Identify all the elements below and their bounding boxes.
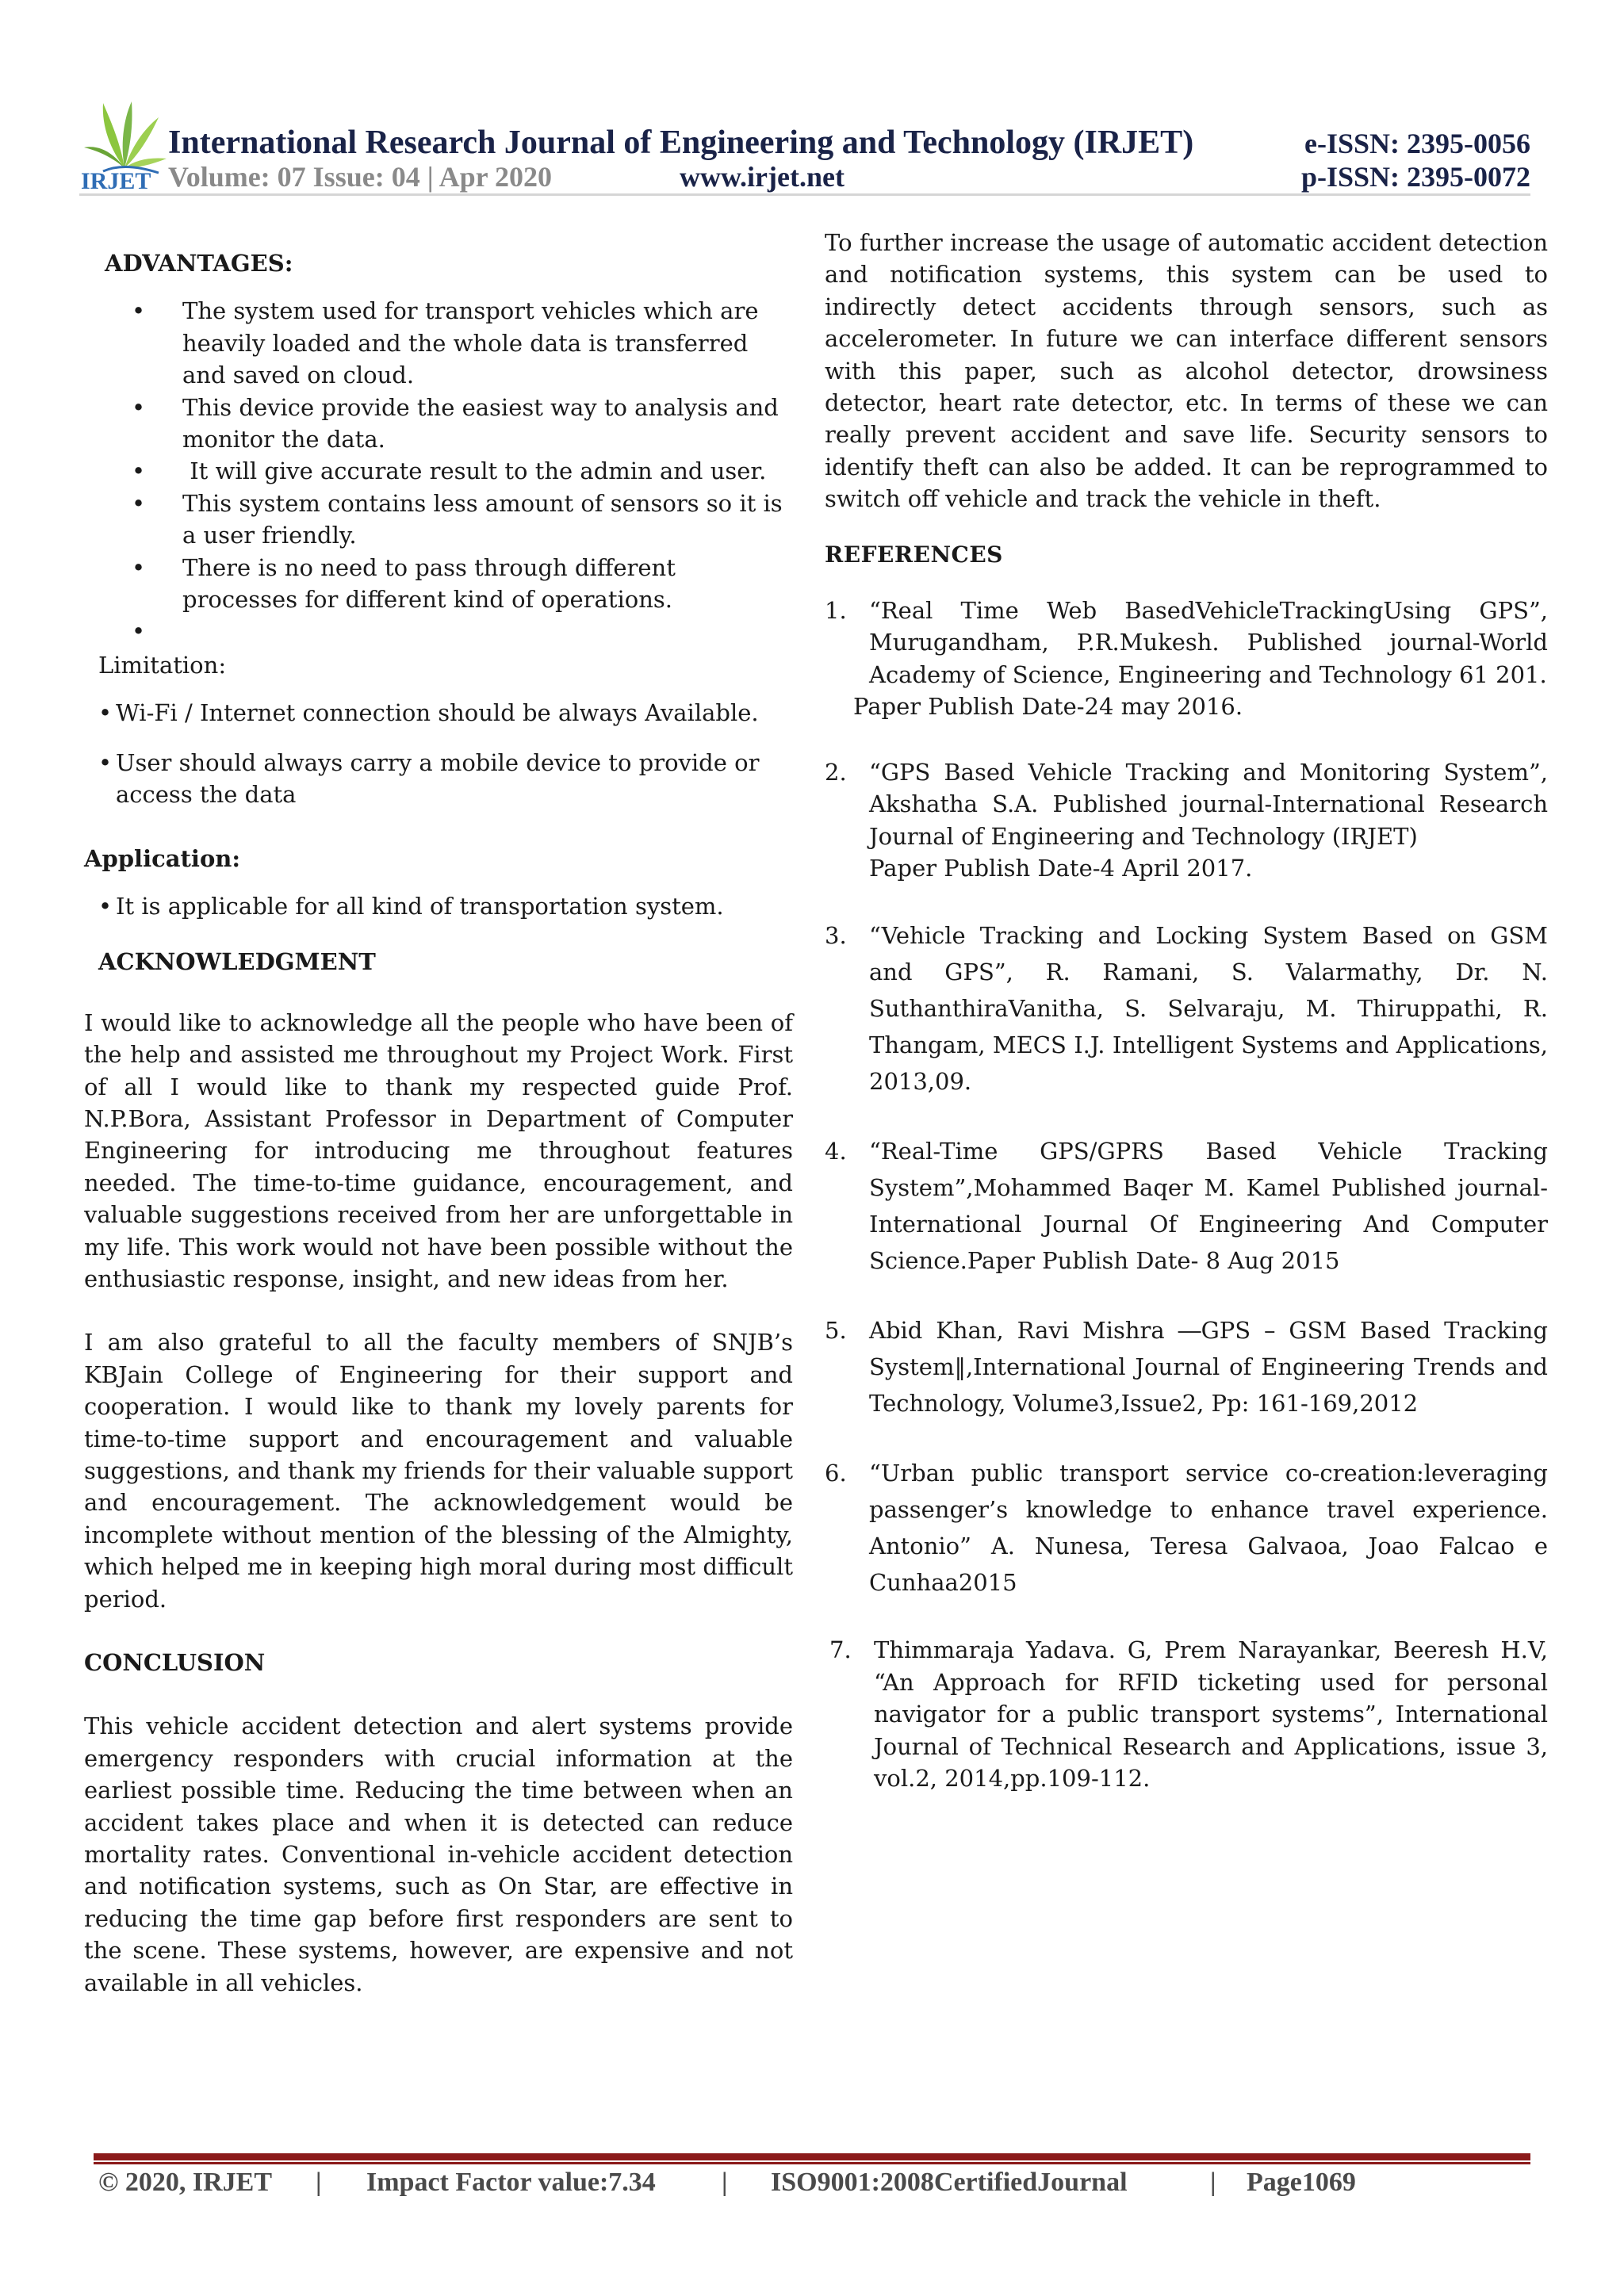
list-item: • The system used for transport vehicles which are heavily loaded and the whole data is transferred and saved on cloud.: [132, 297, 759, 389]
application-item: • It is applicable for all kind of transportation system.: [98, 892, 724, 920]
reference-item: 7. Thimmaraja Yadava. G, Prem Narayankar, Beeresh H.V, “An Approach for RFID ticketing used for personal navigator for a public transport systems”, International Journal of Technical Research and Applications, issue 3, vol.2, 2014,pp.109-112.: [829, 1636, 1548, 1792]
footer-divider-thin: [94, 2162, 1530, 2164]
list-item: • This device provide the easiest way to analysis and monitor the data.: [132, 393, 779, 453]
footer-iso: ISO9001:2008CertifiedJournal: [771, 2168, 1128, 2197]
reference-item: 4. “Real-Time GPS/GPRS Based Vehicle Tracking System”,Mohammed Baqer M. Kamel Published journal-International Journal Of Engineering And Computer Science.Paper Publish Date- 8 Aug 2015: [825, 1138, 1548, 1275]
list-item: • There is no need to pass through different processes for different kind of operations.: [132, 553, 676, 614]
list-item: • This system contains less amount of sensors so it is a user friendly.: [132, 489, 783, 549]
footer-separator: |: [316, 2168, 322, 2197]
journal-url[interactable]: www.irjet.net: [680, 161, 845, 193]
reference-item: 3. “Vehicle Tracking and Locking System Based on GSM and GPS”, R. Ramani, S. Valarmathy, Dr. N. SuthanthiraVanitha, S. Selvaraju, M. Thiruppathi, R. Thangam, MECS I.J. Intelligent Systems and Applications, 2013,09.: [825, 922, 1548, 1096]
right-column: [825, 227, 1548, 1794]
journal-title: International Research Journal of Engineering and Technology (IRJET): [168, 124, 1194, 161]
reference-item: 1. “Real Time Web BasedVehicleTrackingUsing GPS”, Murugandham, P.R.Mukesh. Published journal-World Academy of Science, Engineering and Technology 61 201. Paper Publish Date-24 may 2016.: [825, 597, 1548, 721]
future-work-paragraph: To further increase the usage of automatic accident detection and notification systems, this system can be used to indirectly detect accidents through sensors, such as accelerometer. In future we can interface different sensors with this paper, such as alcohol detector, drowsiness detector, heart rate detector, etc. In terms of these we can really prevent accident and save life. Security sensors to identify theft can also be added. It can be reprogrammed to switch off vehicle and track the vehicle in theft.: [825, 229, 1548, 513]
header-divider: [79, 193, 1530, 196]
footer-copyright: © 2020, IRJET: [98, 2168, 273, 2197]
left-column: [84, 239, 793, 1999]
volume-info: Volume: 07 Issue: 04 | Apr 2020: [168, 161, 552, 193]
application-heading: Application:: [84, 844, 241, 872]
p-issn: p-ISSN: 2395-0072: [1300, 161, 1530, 193]
footer-separator: |: [722, 2168, 728, 2197]
list-item-empty: •: [132, 618, 146, 645]
conclusion-paragraph: This vehicle accident detection and alert systems provide emergency responders with crucial information at the earliest possible time. Reducing the time between when an accident takes place and when it is detected can reduce mortality rates. Conventional in-vehicle accident detection and notification systems, such as On Star, are effective in reducing the time gap before first responders are sent to the scene. These systems, however, are expensive and not available in all vehicles.: [84, 1712, 793, 1996]
acknowledgment-heading: ACKNOWLEDGMENT: [98, 948, 376, 976]
limitation-heading: Limitation:: [98, 651, 227, 679]
advantages-list: [84, 295, 793, 647]
advantages-heading: ADVANTAGES:: [105, 250, 293, 277]
irjet-logo-icon: [79, 95, 170, 190]
e-issn: e-ISSN: 2395-0056: [1304, 128, 1530, 159]
references-heading: REFERENCES: [825, 541, 1003, 568]
limitation-item: • Wi-Fi / Internet connection should be always Available.: [98, 699, 759, 727]
list-item: • It will give accurate result to the admin and user.: [132, 457, 767, 485]
reference-item: 2. “GPS Based Vehicle Tracking and Monitoring System”, Akshatha S.A. Published journal-International Research Journal of Engineering and Technology (IRJET) Paper Publish Date-4 April 2017.: [825, 758, 1548, 882]
footer-impact-factor: Impact Factor value:7.34: [366, 2168, 656, 2197]
footer-page-number: Page1069: [1247, 2168, 1356, 2197]
footer-divider: [94, 2153, 1530, 2160]
footer-separator: |: [1210, 2168, 1216, 2197]
conclusion-heading: CONCLUSION: [84, 1649, 266, 1677]
page-header: [79, 95, 1530, 198]
reference-item: 6. “Urban public transport service co-creation:leveraging passenger’s knowledge to enhance travel experience. Antonio” A. Nunesa, Teresa Galvaoa, Joao Falcao e Cunhaa2015: [825, 1460, 1548, 1597]
limitation-item: • User should always carry a mobile device to provide or access the data: [98, 748, 760, 809]
acknowledgment-paragraph-1: I would like to acknowledge all the people who have been of the help and assisted me throughout my Project Work. First of all I would like to thank my respected guide Prof. N.P.Bora, Assistant Professor in Department of Computer Engineering for introducing me throughout features needed. The time-to-time guidance, encouragement, and valuable suggestions received from her are unforgettable in my life. This work would not have been possible without the enthusiastic response, insight, and new ideas from her.: [84, 1008, 793, 1292]
logo-text: IRJET: [81, 168, 151, 190]
acknowledgment-paragraph-2: I am also grateful to all the faculty members of SNJB’s KBJain College of Engineering for their support and cooperation. I would like to thank my lovely parents for time-to-time support and encouragement and valuable suggestions, and thank my friends for their valuable support and encouragement. The acknowledgement would be incomplete without mention of the blessing of the Almighty, which helped me in keeping high moral during most difficult period.: [84, 1329, 793, 1613]
reference-item: 5. Abid Khan, Ravi Mishra ―GPS – GSM Based Tracking System‖,International Journal of Engineering Trends and Technology, Volume3,Issue2, Pp: 161-169,2012: [825, 1317, 1548, 1418]
